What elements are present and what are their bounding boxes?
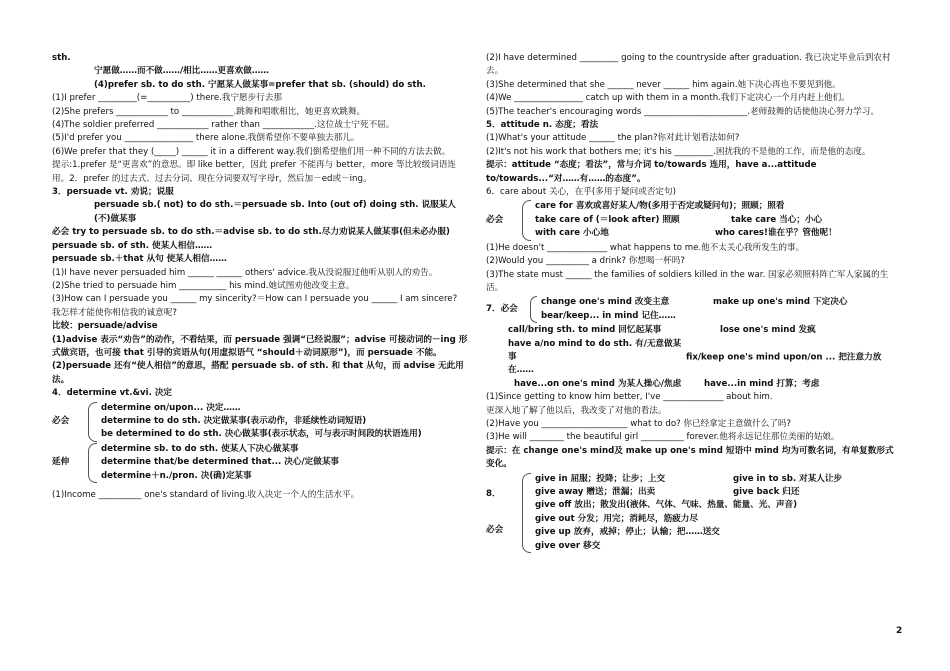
text-line: (4)We ________________ catch up with them in a month.我们下定决心一个月内赶上他们。 bbox=[486, 93, 850, 104]
text-para: (6)We prefer that they (_____) ______ it in a different way.我们倒希望他们用一种不同的方法去做。 bbox=[52, 146, 451, 157]
text-para: (3)The state must ______ the families of soldiers killed in the war. 国家必须照料阵亡军人家属的生活。 bbox=[486, 269, 889, 293]
text-line: (2)Have you ____________________ what to do? 你已经拿定主意做什么了吗? bbox=[486, 418, 792, 429]
phrase: give out 分发；用完；消耗尽，筋疲力尽 bbox=[535, 513, 698, 524]
phrase: care for 喜欢或喜好某人/物(多用于否定或疑问句)；照顾；照看 bbox=[535, 201, 785, 212]
group-label: 必会 bbox=[52, 227, 70, 238]
phrase: give up 放弃，戒掉；停止；认输；把……送交 bbox=[535, 527, 720, 538]
brace-icon bbox=[522, 473, 531, 553]
text-line: (3)She determined that she ______ never ______ him again.她下决心再也不要见到他。 bbox=[486, 79, 841, 90]
phrase-group bbox=[52, 402, 470, 442]
group-label: 7．必会 bbox=[486, 304, 518, 315]
phrase: give in to sb. 对某人让步 bbox=[733, 473, 843, 484]
phrase-group bbox=[486, 296, 898, 323]
text-para: (2)persuade 还有“使人相信”的意思，搭配 persuade sb. of sth. 和 that 从句，而 advise 无此用法。 bbox=[52, 361, 464, 385]
left-column bbox=[52, 52, 470, 502]
text-line: (1)I prefer _________(=__________) there.我宁愿步行去那 bbox=[52, 93, 283, 104]
brace-icon bbox=[522, 200, 531, 240]
section-heading: 比较：persuade/advise bbox=[52, 321, 158, 332]
text-para bbox=[52, 226, 470, 239]
phrase: give away 赠送；泄漏；出卖 bbox=[535, 487, 656, 497]
text-line: (4)prefer sb. to do sth. 宁愿某人做某事=prefer that sb. (should) do sth. bbox=[94, 79, 426, 90]
text-para: (2)I have determined _________ going to the countryside after graduation. 我已决定毕业后到农村去。 bbox=[486, 53, 891, 77]
phrase: who cares!谁在乎？管他呢！ bbox=[715, 228, 837, 239]
phrase: bear/keep... in mind 记住…… bbox=[541, 310, 676, 321]
text-line: persuade sb. of sth. 使某人相信…… bbox=[52, 240, 213, 251]
text-line: (1)He doesn't ______________ what happens to me.他不太关心我所发生的事。 bbox=[486, 242, 805, 253]
text-para: (5)The teacher's encouraging words ________________________.老师鼓舞的话使他决心努力学习。 bbox=[486, 106, 879, 117]
text-line: (1)What's your attitude ______ the plan?你对此计划看法如何? bbox=[486, 133, 740, 144]
phrase: call/bring sth. to mind 回忆起某事 bbox=[508, 325, 662, 336]
phrase: determine sb. to do sth. 使某人下决心做某事 bbox=[101, 443, 299, 454]
text-line: 更深入地了解了他以后，我改变了对他的看法。 bbox=[486, 405, 667, 416]
phrase: give in 屈服；投降；让步；上交 bbox=[535, 473, 666, 484]
phrase: have...in mind 打算；考虑 bbox=[704, 378, 820, 389]
group-label: 延伸 bbox=[52, 457, 70, 468]
phrase: lose one's mind 发疯 bbox=[720, 325, 816, 336]
text-para: (3)How can I persuade you ______ my sincerity?＝How can I persuade you ______ I am sincere? bbox=[52, 294, 458, 305]
phrase: give off 放出；散发出(液体、气体、气味、热量、能量、光、声音) bbox=[535, 500, 798, 511]
text-line: (1)Income __________ one's standard of living.收入决定一个人的生活水平。 bbox=[52, 490, 360, 500]
text-line: sth. bbox=[52, 53, 71, 63]
tip-para: 提示：attitude “态度；看法”，常与介词 to/towards 连用，have a...attitude to/towards...“对……有……的态度”。 bbox=[486, 160, 817, 184]
text-line: (2)Would you __________ a drink? 你想喝一杯吗? bbox=[486, 256, 685, 267]
text-para: (1)advise 表示“劝告”的动作，不看结果，而 persuade 强调“已经说服”；advise 可接动词的－ing 形式做宾语，也可接 that 引导的宾语从句(用虚拟语气 “should＋动词原形”)，而 persuade 不能。 bbox=[52, 334, 468, 358]
section-heading: 3．persuade vt. 劝说；说服 bbox=[52, 187, 174, 198]
text-line: (2)She tried to persuade him ___________ his mind.她试图劝他改变主意。 bbox=[52, 280, 355, 291]
text-para: (3)He will ________ the beautiful girl __________ forever.他将永远记住那位美丽的姑娘。 bbox=[486, 432, 840, 443]
phrase: change one's mind 改变主意 bbox=[541, 297, 670, 308]
phrase: with care 小心地 bbox=[535, 228, 609, 239]
phrase: determine on/upon... 决定…… bbox=[101, 402, 241, 413]
phrase: fix/keep one's mind upon/on ... 把注意力放在…… bbox=[508, 351, 882, 376]
text-para: (2)It's not his work that bothers me; it's his _________.困扰我的不是他的工作，而是他的态度。 bbox=[486, 146, 871, 157]
brace-icon bbox=[530, 296, 537, 323]
phrase: have a/no mind to do sth. 有/无意做某事 bbox=[508, 338, 682, 362]
section-number bbox=[486, 488, 522, 537]
tip-para: 提示:1.prefer 是“更喜欢”的意思。即 like better，因此 prefer 不能再与 better，more 等比较级词语连用。2．prefer 的过去式、过去分词、现在分词要双写字母r，然后加－ed或－ing。 bbox=[52, 160, 457, 184]
phrase: give back 归还 bbox=[733, 487, 800, 497]
text-line: (2)She prefers ____________ to ____________.跳舞和唱歌相比，她更喜欢跳舞。 bbox=[52, 106, 366, 117]
phrase: take care of (＝look after) 照顾 bbox=[535, 214, 680, 225]
phrase: make up one's mind 下定决心 bbox=[713, 297, 848, 308]
group-label: 必会 bbox=[52, 415, 70, 426]
phrase: determine that/be determined that... 决心/定做某事 bbox=[101, 457, 340, 468]
phrase-group bbox=[486, 200, 898, 240]
text-line: (1)Since getting to know him better, I've ______________ about him. bbox=[486, 392, 773, 403]
phrase: try to persuade sb. to do sth.＝advise sb. to do sth.尽力劝说某人做某事(但未必办服) bbox=[72, 227, 450, 238]
right-column bbox=[486, 52, 898, 554]
page-number: 2 bbox=[896, 626, 903, 636]
text-para: persuade sb.( not) to do sth.＝persuade sb. Into (out of) doing sth. 说服某人(不)做某事 bbox=[94, 200, 456, 224]
phrase: have...on one's mind 为某人操心/焦虑 bbox=[514, 378, 682, 389]
text-line: (4)The soldier preferred ____________ rather than ____________.这位战士宁死不屈。 bbox=[52, 120, 395, 131]
section-heading: 5．attitude n. 态度；看法 bbox=[486, 120, 599, 131]
group-label: 必会 bbox=[486, 524, 504, 535]
phrase: determine＋n./pron. 决(确)定某事 bbox=[101, 470, 252, 481]
phrase-group bbox=[486, 473, 898, 553]
section-heading: 8． bbox=[486, 489, 501, 500]
brace-icon bbox=[88, 402, 97, 442]
phrase-group bbox=[52, 443, 470, 483]
phrase: be determined to do sth. 决心做某事(表示状态，可与表示时间段的状语连用) bbox=[101, 429, 422, 440]
text-line: (5)I'd prefer you ________________ there alone.我倒希望你不要单独去那儿。 bbox=[52, 133, 360, 144]
phrase: take care 当心；小心 bbox=[731, 214, 823, 225]
section-heading: 4．determine vt.&vi. 决定 bbox=[52, 388, 173, 399]
group-label: 必会 bbox=[486, 214, 504, 225]
phrase: determine to do sth. 决定做某事(表示动作，非延续性动词短语) bbox=[101, 415, 367, 426]
brace-icon bbox=[88, 443, 97, 483]
section-heading: 6．care about 关心，在乎(多用于疑问或否定句) bbox=[486, 187, 676, 198]
text-line: 宁愿做……而不做……/相比……更喜欢做…… bbox=[94, 66, 270, 77]
tip-para: 提示：在 change one's mind及 make up one's mind 短语中 mind 均为可数名词，有单复数形式变化。 bbox=[486, 445, 894, 470]
text-line: 我怎样才能使你相信我的诚意呢? bbox=[52, 307, 177, 318]
text-para: (1)I have never persuaded him ______ ______ others' advice.我从没说服过他听从别人的劝告。 bbox=[52, 267, 438, 278]
text-line: persuade sb.＋that 从句 使某人相信…… bbox=[52, 254, 227, 265]
phrase: give over 移交 bbox=[535, 540, 601, 551]
